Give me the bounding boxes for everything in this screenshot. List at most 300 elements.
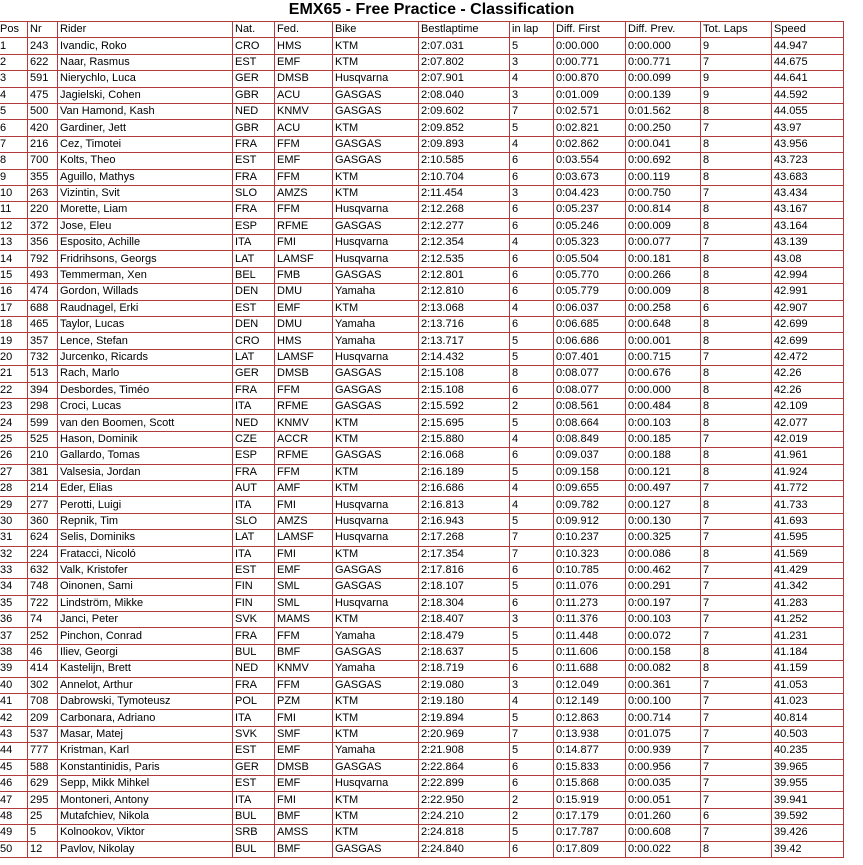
cell-diff-first: 0:11.273 <box>554 595 626 611</box>
cell-bestlaptime: 2:17.354 <box>419 546 510 562</box>
classification-table <box>0 21 844 858</box>
cell-speed: 41.733 <box>772 497 844 513</box>
cell-diff-prev: 0:00.121 <box>626 464 701 480</box>
table-row <box>0 726 844 742</box>
cell-nr: 394 <box>28 382 58 398</box>
cell-nat: FRA <box>233 628 275 644</box>
cell-diff-prev: 0:00.181 <box>626 251 701 267</box>
cell-fed: RFME <box>275 398 333 414</box>
cell-fed: EMF <box>275 153 333 169</box>
cell-nr: 629 <box>28 775 58 791</box>
cell-speed: 41.595 <box>772 530 844 546</box>
table-row <box>0 677 844 693</box>
cell-speed: 44.641 <box>772 71 844 87</box>
cell-pos: 13 <box>0 235 28 251</box>
table-row <box>0 775 844 791</box>
cell-diff-first: 0:00.000 <box>554 38 626 54</box>
cell-speed: 43.434 <box>772 185 844 201</box>
cell-rider: Perotti, Luigi <box>58 497 233 513</box>
col-header-diff-first: Diff. First <box>554 22 626 38</box>
cell-diff-prev: 0:00.035 <box>626 775 701 791</box>
table-row <box>0 612 844 628</box>
cell-speed: 42.26 <box>772 382 844 398</box>
cell-rider: Vizintin, Svit <box>58 185 233 201</box>
cell-rider: Rach, Marlo <box>58 366 233 382</box>
cell-nr: 465 <box>28 317 58 333</box>
cell-speed: 41.569 <box>772 546 844 562</box>
cell-nat: FRA <box>233 169 275 185</box>
cell-diff-first: 0:11.376 <box>554 612 626 628</box>
cell-tot-laps: 7 <box>701 513 772 529</box>
cell-in-lap: 6 <box>510 218 554 234</box>
cell-diff-first: 0:11.688 <box>554 661 626 677</box>
cell-diff-prev: 0:00.291 <box>626 579 701 595</box>
cell-rider: Jagielski, Cohen <box>58 87 233 103</box>
cell-nr: 474 <box>28 284 58 300</box>
cell-diff-first: 0:05.504 <box>554 251 626 267</box>
cell-diff-first: 0:10.785 <box>554 562 626 578</box>
cell-pos: 9 <box>0 169 28 185</box>
cell-diff-first: 0:05.237 <box>554 202 626 218</box>
cell-pos: 2 <box>0 54 28 70</box>
cell-bestlaptime: 2:19.894 <box>419 710 510 726</box>
cell-tot-laps: 8 <box>701 661 772 677</box>
cell-nr: 588 <box>28 759 58 775</box>
cell-speed: 42.077 <box>772 415 844 431</box>
cell-fed: KNMV <box>275 661 333 677</box>
cell-rider: Valk, Kristofer <box>58 562 233 578</box>
cell-nat: CRO <box>233 38 275 54</box>
cell-in-lap: 4 <box>510 431 554 447</box>
cell-nat: DEN <box>233 317 275 333</box>
cell-in-lap: 5 <box>510 120 554 136</box>
cell-bike: GASGAS <box>333 448 419 464</box>
cell-diff-prev: 0:00.258 <box>626 300 701 316</box>
cell-nat: SLO <box>233 513 275 529</box>
cell-diff-prev: 0:00.041 <box>626 136 701 152</box>
cell-nr: 210 <box>28 448 58 464</box>
cell-tot-laps: 8 <box>701 284 772 300</box>
table-row <box>0 251 844 267</box>
cell-nr: 12 <box>28 841 58 857</box>
cell-fed: DMU <box>275 284 333 300</box>
cell-fed: SML <box>275 595 333 611</box>
cell-tot-laps: 7 <box>701 185 772 201</box>
cell-diff-first: 0:12.149 <box>554 694 626 710</box>
cell-diff-first: 0:05.770 <box>554 267 626 283</box>
cell-nr: 475 <box>28 87 58 103</box>
cell-in-lap: 4 <box>510 480 554 496</box>
table-row <box>0 398 844 414</box>
cell-rider: Taylor, Lucas <box>58 317 233 333</box>
cell-fed: AMZS <box>275 185 333 201</box>
cell-diff-prev: 0:00.130 <box>626 513 701 529</box>
cell-tot-laps: 7 <box>701 759 772 775</box>
cell-pos: 11 <box>0 202 28 218</box>
cell-nat: ITA <box>233 792 275 808</box>
cell-diff-first: 0:06.686 <box>554 333 626 349</box>
cell-diff-prev: 0:00.325 <box>626 530 701 546</box>
cell-in-lap: 2 <box>510 808 554 824</box>
cell-in-lap: 5 <box>510 333 554 349</box>
cell-bestlaptime: 2:11.454 <box>419 185 510 201</box>
cell-in-lap: 7 <box>510 726 554 742</box>
cell-nr: 500 <box>28 103 58 119</box>
cell-bike: Husqvarna <box>333 71 419 87</box>
cell-tot-laps: 7 <box>701 562 772 578</box>
cell-diff-prev: 0:00.497 <box>626 480 701 496</box>
cell-speed: 39.965 <box>772 759 844 775</box>
cell-diff-first: 0:15.833 <box>554 759 626 775</box>
table-row <box>0 54 844 70</box>
cell-speed: 42.472 <box>772 349 844 365</box>
cell-nat: EST <box>233 743 275 759</box>
cell-speed: 42.991 <box>772 284 844 300</box>
cell-nr: 722 <box>28 595 58 611</box>
cell-bestlaptime: 2:19.180 <box>419 694 510 710</box>
cell-bike: KTM <box>333 169 419 185</box>
cell-nat: FRA <box>233 677 275 693</box>
cell-speed: 40.503 <box>772 726 844 742</box>
cell-speed: 42.699 <box>772 317 844 333</box>
table-row <box>0 153 844 169</box>
cell-rider: Naar, Rasmus <box>58 54 233 70</box>
cell-bestlaptime: 2:15.880 <box>419 431 510 447</box>
cell-bestlaptime: 2:16.943 <box>419 513 510 529</box>
cell-nat: ESP <box>233 448 275 464</box>
cell-nr: 525 <box>28 431 58 447</box>
cell-speed: 41.283 <box>772 595 844 611</box>
cell-pos: 49 <box>0 825 28 841</box>
cell-fed: EMF <box>275 54 333 70</box>
cell-tot-laps: 8 <box>701 218 772 234</box>
cell-nr: 622 <box>28 54 58 70</box>
cell-diff-first: 0:14.877 <box>554 743 626 759</box>
cell-diff-first: 0:11.606 <box>554 644 626 660</box>
cell-in-lap: 6 <box>510 562 554 578</box>
cell-bestlaptime: 2:16.686 <box>419 480 510 496</box>
cell-pos: 17 <box>0 300 28 316</box>
cell-nat: FRA <box>233 382 275 398</box>
cell-tot-laps: 6 <box>701 808 772 824</box>
cell-diff-first: 0:12.863 <box>554 710 626 726</box>
cell-bestlaptime: 2:22.899 <box>419 775 510 791</box>
cell-diff-prev: 0:00.771 <box>626 54 701 70</box>
cell-nr: 356 <box>28 235 58 251</box>
cell-fed: FMB <box>275 267 333 283</box>
cell-nat: EST <box>233 153 275 169</box>
cell-rider: Iliev, Georgi <box>58 644 233 660</box>
cell-pos: 39 <box>0 661 28 677</box>
cell-diff-prev: 0:00.939 <box>626 743 701 759</box>
cell-bike: GASGAS <box>333 644 419 660</box>
cell-rider: Pinchon, Conrad <box>58 628 233 644</box>
cell-pos: 42 <box>0 710 28 726</box>
cell-bike: Husqvarna <box>333 202 419 218</box>
cell-bike: KTM <box>333 120 419 136</box>
cell-pos: 43 <box>0 726 28 742</box>
cell-bestlaptime: 2:18.107 <box>419 579 510 595</box>
cell-bike: Husqvarna <box>333 595 419 611</box>
cell-speed: 43.723 <box>772 153 844 169</box>
cell-nat: CRO <box>233 333 275 349</box>
cell-rider: Janci, Peter <box>58 612 233 628</box>
cell-diff-first: 0:10.323 <box>554 546 626 562</box>
cell-rider: Montoneri, Antony <box>58 792 233 808</box>
cell-bestlaptime: 2:12.810 <box>419 284 510 300</box>
cell-in-lap: 6 <box>510 382 554 398</box>
cell-rider: Repnik, Tim <box>58 513 233 529</box>
cell-diff-first: 0:11.448 <box>554 628 626 644</box>
cell-diff-first: 0:15.868 <box>554 775 626 791</box>
cell-diff-first: 0:08.561 <box>554 398 626 414</box>
cell-speed: 41.961 <box>772 448 844 464</box>
cell-bike: GASGAS <box>333 562 419 578</box>
cell-rider: Eder, Elias <box>58 480 233 496</box>
cell-nr: 360 <box>28 513 58 529</box>
cell-in-lap: 5 <box>510 349 554 365</box>
table-row <box>0 464 844 480</box>
cell-pos: 40 <box>0 677 28 693</box>
cell-bestlaptime: 2:21.908 <box>419 743 510 759</box>
cell-diff-first: 0:09.782 <box>554 497 626 513</box>
cell-rider: Aguillo, Mathys <box>58 169 233 185</box>
cell-bike: KTM <box>333 612 419 628</box>
cell-pos: 37 <box>0 628 28 644</box>
cell-nr: 216 <box>28 136 58 152</box>
cell-diff-first: 0:09.655 <box>554 480 626 496</box>
cell-bike: Husqvarna <box>333 513 419 529</box>
cell-bike: GASGAS <box>333 759 419 775</box>
cell-in-lap: 6 <box>510 841 554 857</box>
cell-nat: SVK <box>233 726 275 742</box>
cell-nat: GBR <box>233 120 275 136</box>
cell-pos: 28 <box>0 480 28 496</box>
cell-pos: 27 <box>0 464 28 480</box>
cell-bike: GASGAS <box>333 841 419 857</box>
cell-nat: NED <box>233 661 275 677</box>
cell-diff-prev: 0:00.000 <box>626 38 701 54</box>
table-row <box>0 284 844 300</box>
cell-bestlaptime: 2:12.277 <box>419 218 510 234</box>
cell-tot-laps: 8 <box>701 546 772 562</box>
cell-diff-prev: 0:00.814 <box>626 202 701 218</box>
cell-bike: GASGAS <box>333 579 419 595</box>
cell-speed: 41.342 <box>772 579 844 595</box>
table-row <box>0 235 844 251</box>
cell-in-lap: 6 <box>510 661 554 677</box>
cell-nr: 688 <box>28 300 58 316</box>
cell-nr: 493 <box>28 267 58 283</box>
table-row <box>0 300 844 316</box>
cell-tot-laps: 8 <box>701 333 772 349</box>
cell-speed: 41.924 <box>772 464 844 480</box>
cell-pos: 20 <box>0 349 28 365</box>
table-row <box>0 71 844 87</box>
cell-bike: GASGAS <box>333 103 419 119</box>
cell-diff-first: 0:00.870 <box>554 71 626 87</box>
cell-tot-laps: 8 <box>701 497 772 513</box>
cell-bestlaptime: 2:14.432 <box>419 349 510 365</box>
cell-pos: 3 <box>0 71 28 87</box>
cell-in-lap: 2 <box>510 792 554 808</box>
table-row <box>0 136 844 152</box>
cell-bestlaptime: 2:20.969 <box>419 726 510 742</box>
cell-diff-prev: 0:00.250 <box>626 120 701 136</box>
cell-diff-prev: 0:00.714 <box>626 710 701 726</box>
cell-in-lap: 8 <box>510 366 554 382</box>
cell-pos: 16 <box>0 284 28 300</box>
cell-diff-prev: 0:00.692 <box>626 153 701 169</box>
cell-diff-first: 0:07.401 <box>554 349 626 365</box>
cell-in-lap: 5 <box>510 825 554 841</box>
cell-diff-first: 0:09.158 <box>554 464 626 480</box>
cell-fed: BMF <box>275 808 333 824</box>
cell-speed: 41.429 <box>772 562 844 578</box>
cell-nr: 46 <box>28 644 58 660</box>
table-row <box>0 562 844 578</box>
cell-pos: 10 <box>0 185 28 201</box>
cell-nat: FRA <box>233 202 275 218</box>
cell-bike: KTM <box>333 694 419 710</box>
cell-speed: 41.023 <box>772 694 844 710</box>
cell-in-lap: 3 <box>510 54 554 70</box>
cell-diff-prev: 0:00.022 <box>626 841 701 857</box>
cell-nr: 302 <box>28 677 58 693</box>
cell-bike: KTM <box>333 726 419 742</box>
cell-diff-prev: 0:00.484 <box>626 398 701 414</box>
cell-fed: RFME <box>275 448 333 464</box>
table-row <box>0 841 844 857</box>
cell-nat: BEL <box>233 267 275 283</box>
cell-in-lap: 6 <box>510 284 554 300</box>
cell-bike: KTM <box>333 808 419 824</box>
cell-nat: FRA <box>233 464 275 480</box>
cell-diff-prev: 0:00.188 <box>626 448 701 464</box>
cell-speed: 41.184 <box>772 644 844 660</box>
cell-nat: BUL <box>233 808 275 824</box>
table-row <box>0 169 844 185</box>
cell-bike: KTM <box>333 300 419 316</box>
table-row <box>0 431 844 447</box>
cell-bike: GASGAS <box>333 218 419 234</box>
cell-fed: AMF <box>275 480 333 496</box>
cell-in-lap: 6 <box>510 153 554 169</box>
cell-rider: Masar, Matej <box>58 726 233 742</box>
cell-tot-laps: 9 <box>701 71 772 87</box>
cell-rider: Kolnookov, Viktor <box>58 825 233 841</box>
cell-pos: 1 <box>0 38 28 54</box>
cell-bestlaptime: 2:16.189 <box>419 464 510 480</box>
cell-bestlaptime: 2:22.950 <box>419 792 510 808</box>
cell-bike: GASGAS <box>333 398 419 414</box>
cell-rider: Carbonara, Adriano <box>58 710 233 726</box>
table-row <box>0 448 844 464</box>
cell-diff-prev: 0:00.139 <box>626 87 701 103</box>
cell-bestlaptime: 2:12.268 <box>419 202 510 218</box>
col-header-diff-prev: Diff. Prev. <box>626 22 701 38</box>
cell-bestlaptime: 2:19.080 <box>419 677 510 693</box>
cell-speed: 42.109 <box>772 398 844 414</box>
cell-in-lap: 5 <box>510 38 554 54</box>
cell-diff-prev: 0:00.001 <box>626 333 701 349</box>
cell-bestlaptime: 2:17.268 <box>419 530 510 546</box>
cell-bike: Husqvarna <box>333 349 419 365</box>
cell-nat: GER <box>233 366 275 382</box>
cell-bestlaptime: 2:15.108 <box>419 382 510 398</box>
cell-nat: SLO <box>233 185 275 201</box>
cell-rider: Temmerman, Xen <box>58 267 233 283</box>
cell-tot-laps: 8 <box>701 366 772 382</box>
cell-rider: Nierychlo, Luca <box>58 71 233 87</box>
cell-in-lap: 5 <box>510 579 554 595</box>
cell-nat: ITA <box>233 497 275 513</box>
table-row <box>0 202 844 218</box>
col-header-nr: Nr <box>28 22 58 38</box>
cell-diff-prev: 0:00.072 <box>626 628 701 644</box>
table-row <box>0 185 844 201</box>
cell-speed: 39.941 <box>772 792 844 808</box>
cell-nr: 513 <box>28 366 58 382</box>
cell-speed: 41.231 <box>772 628 844 644</box>
cell-bike: Yamaha <box>333 317 419 333</box>
cell-nr: 74 <box>28 612 58 628</box>
cell-tot-laps: 7 <box>701 792 772 808</box>
cell-speed: 39.42 <box>772 841 844 857</box>
cell-fed: BMF <box>275 644 333 660</box>
cell-in-lap: 6 <box>510 267 554 283</box>
cell-tot-laps: 8 <box>701 317 772 333</box>
cell-rider: Gallardo, Tomas <box>58 448 233 464</box>
cell-pos: 18 <box>0 317 28 333</box>
cell-diff-prev: 0:00.648 <box>626 317 701 333</box>
table-row <box>0 710 844 726</box>
cell-fed: DMSB <box>275 366 333 382</box>
cell-bike: KTM <box>333 185 419 201</box>
cell-bestlaptime: 2:24.210 <box>419 808 510 824</box>
cell-bestlaptime: 2:12.354 <box>419 235 510 251</box>
cell-speed: 43.956 <box>772 136 844 152</box>
cell-in-lap: 3 <box>510 677 554 693</box>
cell-pos: 47 <box>0 792 28 808</box>
cell-pos: 31 <box>0 530 28 546</box>
cell-tot-laps: 8 <box>701 202 772 218</box>
cell-nr: 748 <box>28 579 58 595</box>
cell-bestlaptime: 2:07.802 <box>419 54 510 70</box>
table-row <box>0 546 844 562</box>
cell-rider: Kristman, Karl <box>58 743 233 759</box>
cell-diff-first: 0:06.037 <box>554 300 626 316</box>
cell-diff-prev: 0:00.082 <box>626 661 701 677</box>
cell-diff-prev: 0:00.750 <box>626 185 701 201</box>
cell-nr: 632 <box>28 562 58 578</box>
cell-fed: DMSB <box>275 759 333 775</box>
cell-rider: Valsesia, Jordan <box>58 464 233 480</box>
cell-fed: PZM <box>275 694 333 710</box>
cell-speed: 42.019 <box>772 431 844 447</box>
cell-diff-first: 0:08.077 <box>554 366 626 382</box>
cell-rider: Annelot, Arthur <box>58 677 233 693</box>
cell-nr: 700 <box>28 153 58 169</box>
cell-bestlaptime: 2:10.704 <box>419 169 510 185</box>
cell-nat: EST <box>233 775 275 791</box>
col-header-bike: Bike <box>333 22 419 38</box>
cell-diff-prev: 0:00.462 <box>626 562 701 578</box>
cell-in-lap: 6 <box>510 251 554 267</box>
cell-speed: 41.252 <box>772 612 844 628</box>
cell-bestlaptime: 2:09.893 <box>419 136 510 152</box>
cell-fed: FMI <box>275 710 333 726</box>
